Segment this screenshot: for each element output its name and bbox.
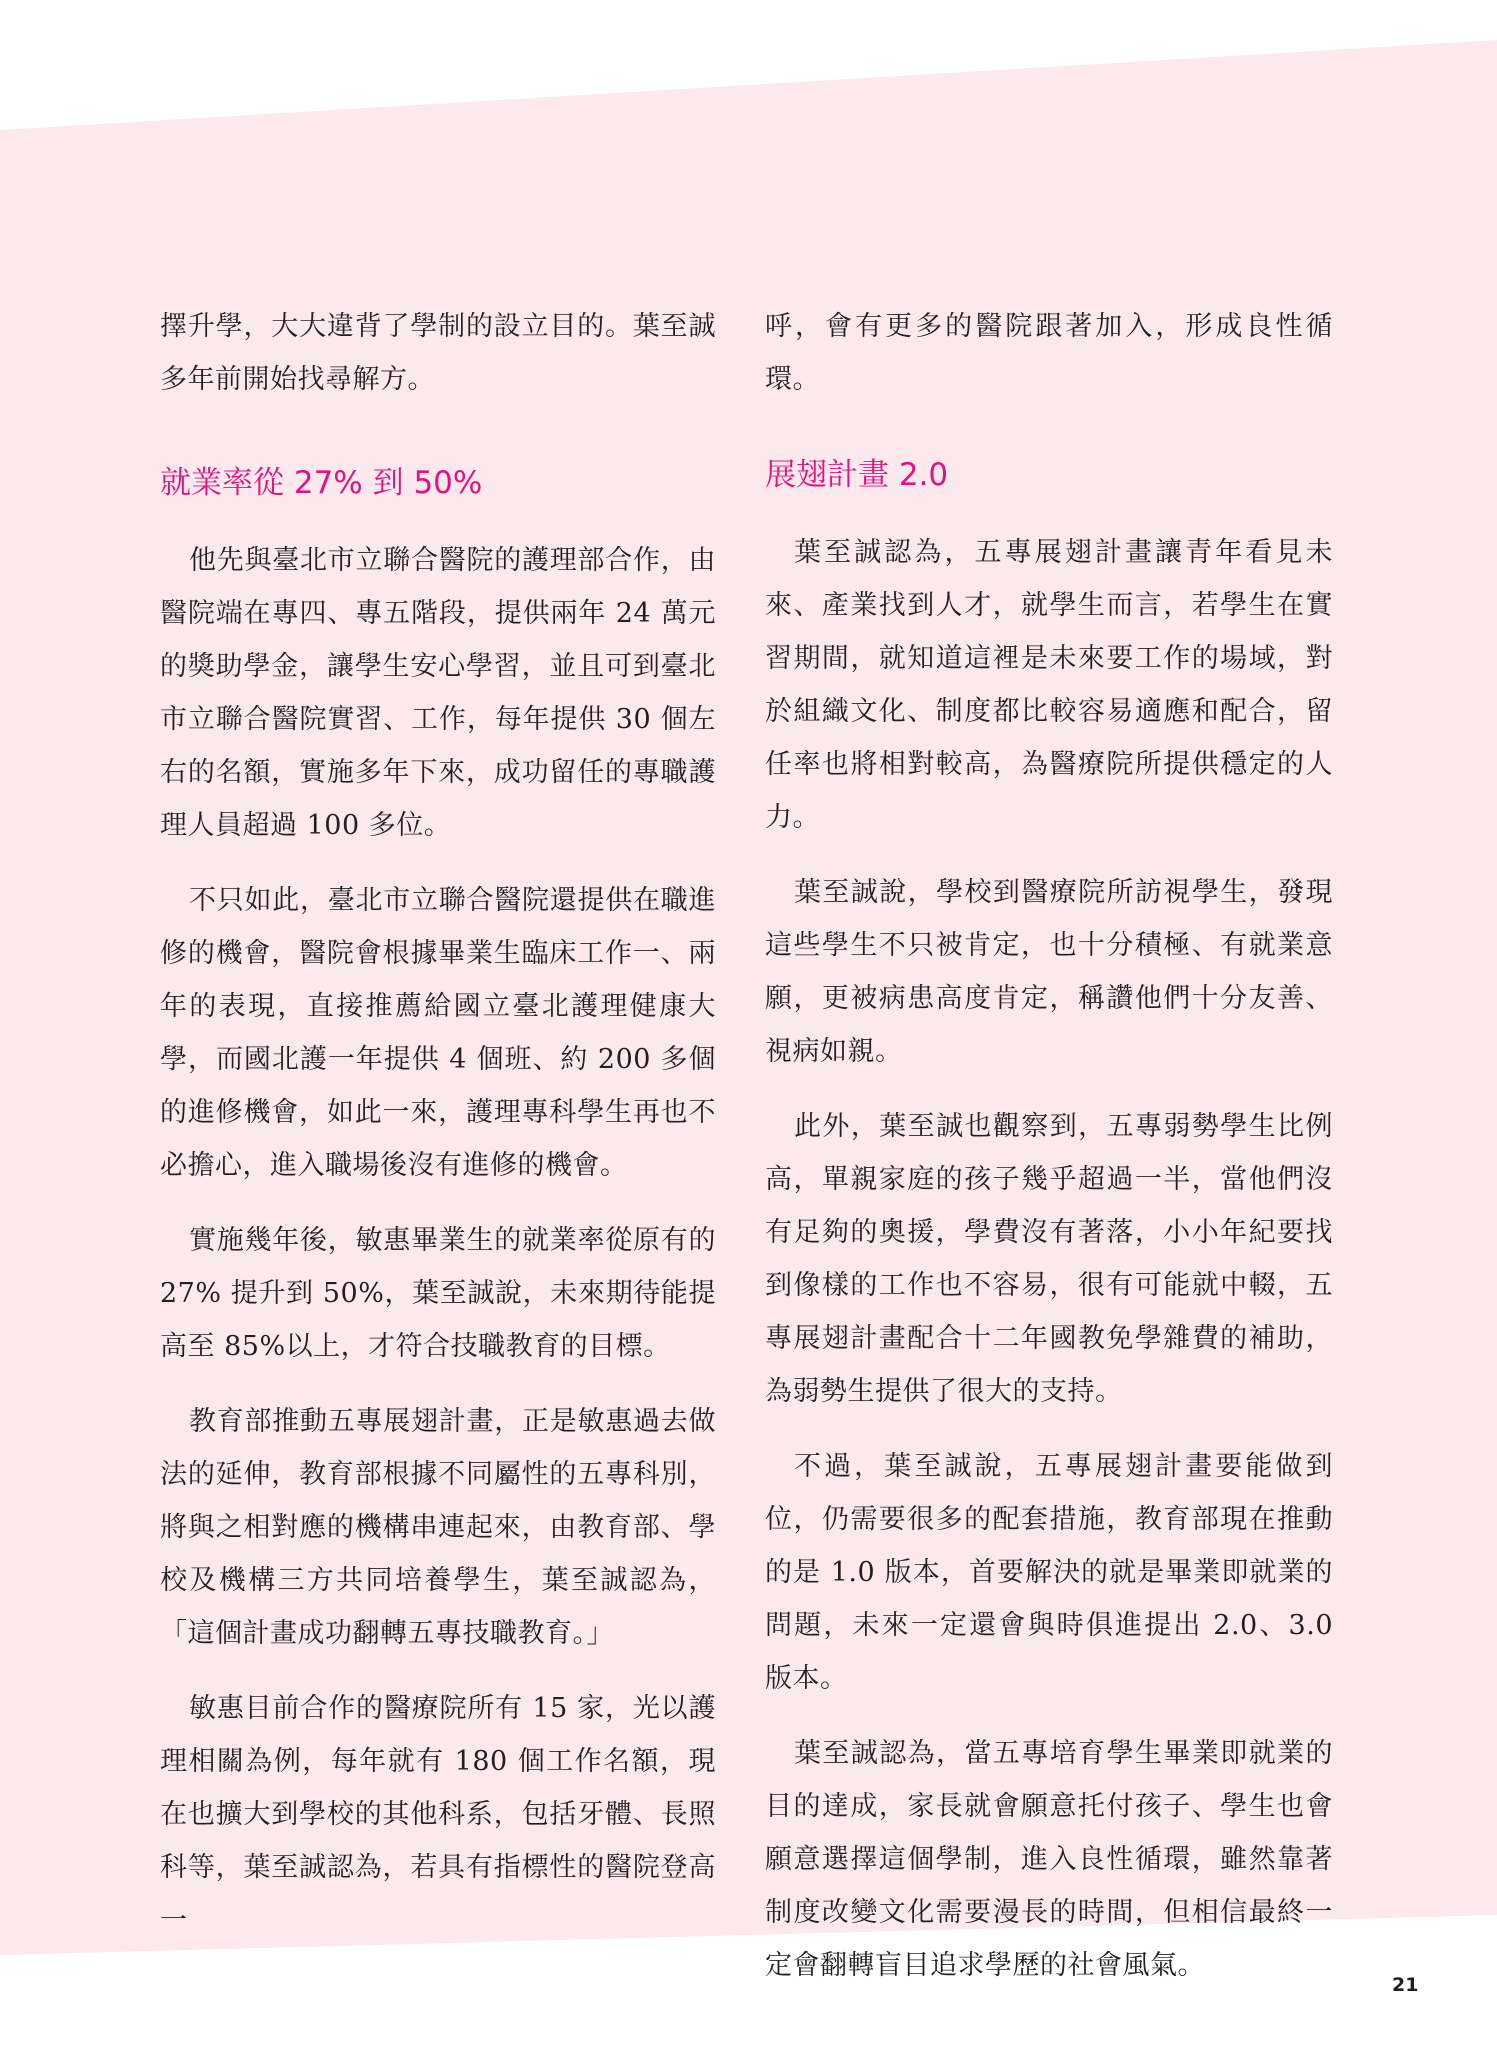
left-column — [160, 300, 716, 1969]
section-heading-employment-rate: 就業率從 27% 到 50% — [160, 465, 483, 501]
left-paragraph-4: 教育部推動五專展翅計畫，正是敏惠過去做法的延伸，教育部根據不同屬性的五專科別，將與之相對應的機構串連起來，由教育部、學校及機構三方共同培養學生，葉至誠認為，「這個計畫成功翻轉五專技職教育。」 — [160, 1406, 716, 1649]
left-paragraph-3: 實施幾年後，敏惠畢業生的就業率從原有的 27% 提升到 50%，葉至誠說，未來期待能提高至 85%以上，才符合技職教育的目標。 — [160, 1225, 716, 1362]
left-paragraph-5: 敏惠目前合作的醫療院所有 15 家，光以護理相關為例，每年就有 180 個工作名額，現在也擴大到學校的其他科系，包括牙體、長照科等，葉至誠認為，若具有指標性的醫院登高一 — [160, 1693, 716, 1936]
left-paragraph-0: 擇升學，大大違背了學制的設立目的。葉至誠多年前開始找尋解方。 — [160, 311, 716, 395]
right-paragraph-5: 葉至誠認為，當五專培育學生畢業即就業的目的達成，家長就會願意托付孩子、學生也會願意選擇這個學制，進入良性循環，雖然靠著制度改變文化需要漫長的時間，但相信最終一定會翻轉盲目追求學歷的社會風氣。 — [765, 1738, 1333, 1981]
left-paragraph-1: 他先與臺北市立聯合醫院的護理部合作，由醫院端在專四、專五階段，提供兩年 24 萬元的獎助學金，讓學生安心學習，並且可到臺北市立聯合醫院實習、工作，每年提供 30 個左右的名額，實施多年下來，成功留任的專職護理人員超過 100 多位。 — [160, 545, 716, 841]
right-paragraph-0: 呼，會有更多的醫院跟著加入，形成良性循環。 — [765, 311, 1333, 395]
right-paragraph-3: 此外，葉至誠也觀察到，五專弱勢學生比例高，單親家庭的孩子幾乎超過一半，當他們沒有足夠的奧援，學費沒有著落，小小年紀要找到像樣的工作也不容易，很有可能就中輟，五專展翅計畫配合十二年國教免學雜費的補助，為弱勢生提供了很大的支持。 — [765, 1111, 1333, 1407]
left-paragraph-2: 不只如此，臺北市立聯合醫院還提供在職進修的機會，醫院會根據畢業生臨床工作一、兩年的表現，直接推薦給國立臺北護理健康大學，而國北護一年提供 4 個班、約 200 多個的進修機會，如此一來，護理專科學生再也不必擔心，進入職場後沒有進修的機會。 — [160, 885, 716, 1181]
section-heading-program-2-0: 展翅計畫 2.0 — [765, 457, 949, 493]
right-paragraph-1: 葉至誠認為，五專展翅計畫讓青年看見未來、產業找到人才，就學生而言，若學生在實習期間，就知道這裡是未來要工作的場域，對於組織文化、制度都比較容易適應和配合，留任率也將相對較高，為醫療院所提供穩定的人力。 — [765, 537, 1333, 833]
right-paragraph-2: 葉至誠說，學校到醫療院所訪視學生，發現這些學生不只被肯定，也十分積極、有就業意願，更被病患高度肯定，稱讚他們十分友善、視病如親。 — [765, 877, 1333, 1067]
page-number: 21 — [1392, 1974, 1419, 1996]
right-paragraph-4: 不過，葉至誠說，五專展翅計畫要能做到位，仍需要很多的配套措施，教育部現在推動的是 1.0 版本，首要解決的就是畢業即就業的問題，未來一定還會與時俱進提出 2.0、3.0 版本。 — [765, 1451, 1333, 1694]
right-column — [765, 300, 1333, 2014]
